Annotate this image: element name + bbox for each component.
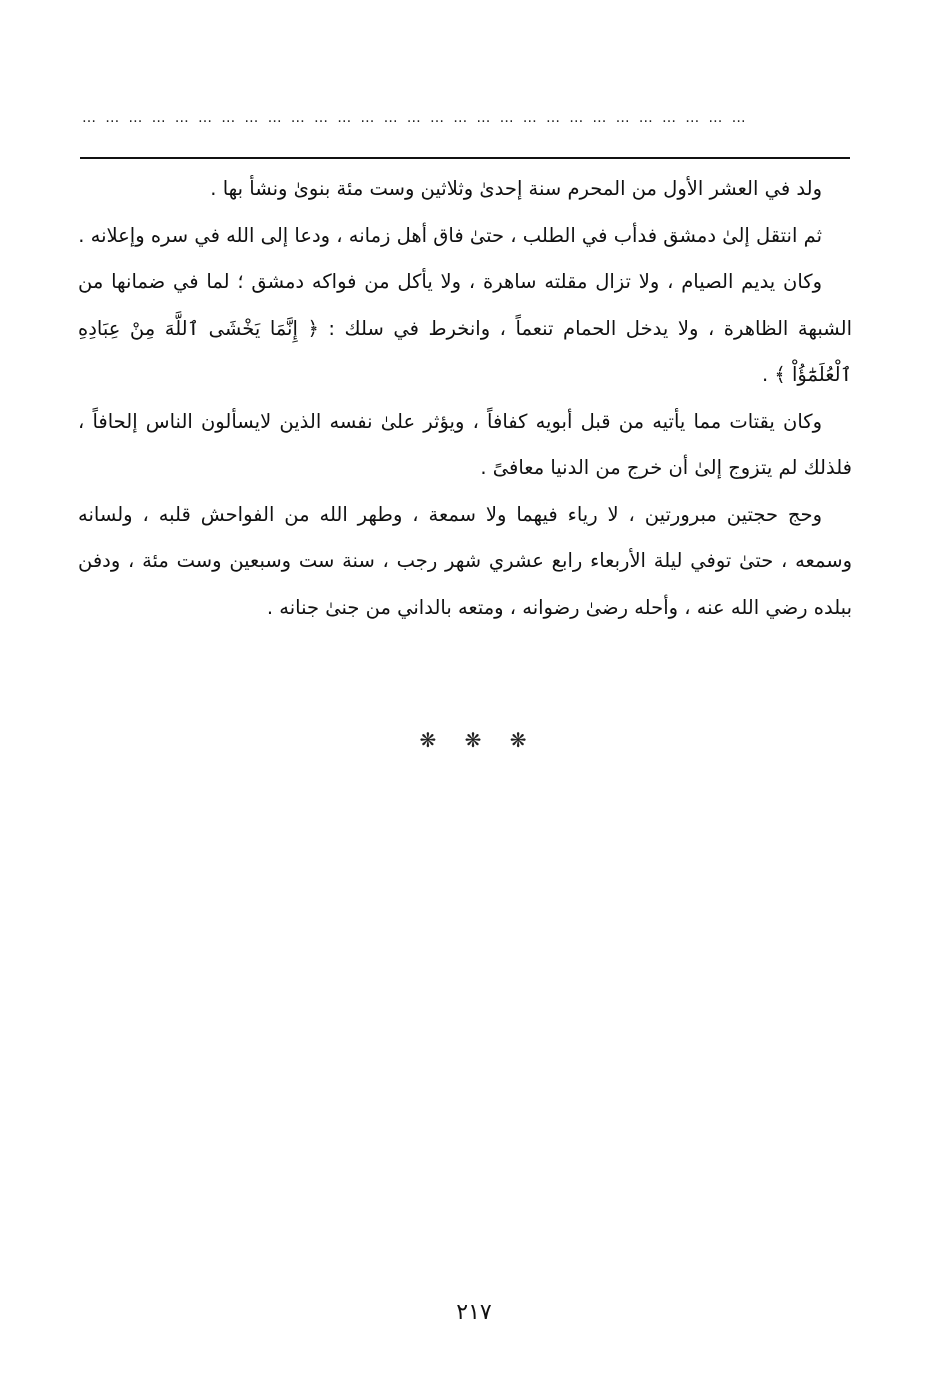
header-divider [80,157,850,159]
paragraph-fasting: وكان يديم الصيام ، ولا تزال مقلته ساهرة ، ولا يأكل من فواكه دمشق ؛ لما في ضمانها من الشبهة الظاهرة ، ولا يدخل الحمام تنعماً ، وانخرط في سلك : ﴿ إِنَّمَا يَخْشَى ٱللَّهَ مِنْ عِبَادِهِ ٱلْعُلَمَٰٓؤُاْ ﴾ . [78,270,852,386]
dotted-rule: …………………………………………………………………………… [82,112,755,124]
paragraph-pilgrimage: وحج حجتين مبرورتين ، لا رياء فيهما ولا سمعة ، وطهر الله من الفواحش قلبه ، ولسانه وسمعه ، حتىٰ توفي ليلة الأربعاء رابع عشري شهر رجب ، سنة ست وسبعين وست مئة ، ودفن ببلده رضي الله عنه ، وأحله رضىٰ رضوانه ، ومتعه بالداني من جنىٰ جنانه . [78,502,852,619]
page-number: ٢١٧ [456,1300,492,1325]
body-text [78,166,852,631]
paragraph-damascus: ثم انتقل إلىٰ دمشق فدأب في الطلب ، حتىٰ فاق أهل زمانه ، ودعا إلى الله في سره وإعلانه . [78,223,822,247]
paragraph-sustenance: وكان يقتات مما يأتيه من قبل أبويه كفافاً ، ويؤثر علىٰ نفسه الذين لايسألون الناس إلحافاً ، فلذلك لم يتزوج إلىٰ أن خرج من الدنيا معافىً . [78,409,852,479]
section-separator: ❋ ❋ ❋ [419,728,529,752]
paragraph-birth: ولد في العشر الأول من المحرم سنة إحدىٰ وثلاثين وست مئة بنوىٰ ونشأ بها . [210,177,822,200]
